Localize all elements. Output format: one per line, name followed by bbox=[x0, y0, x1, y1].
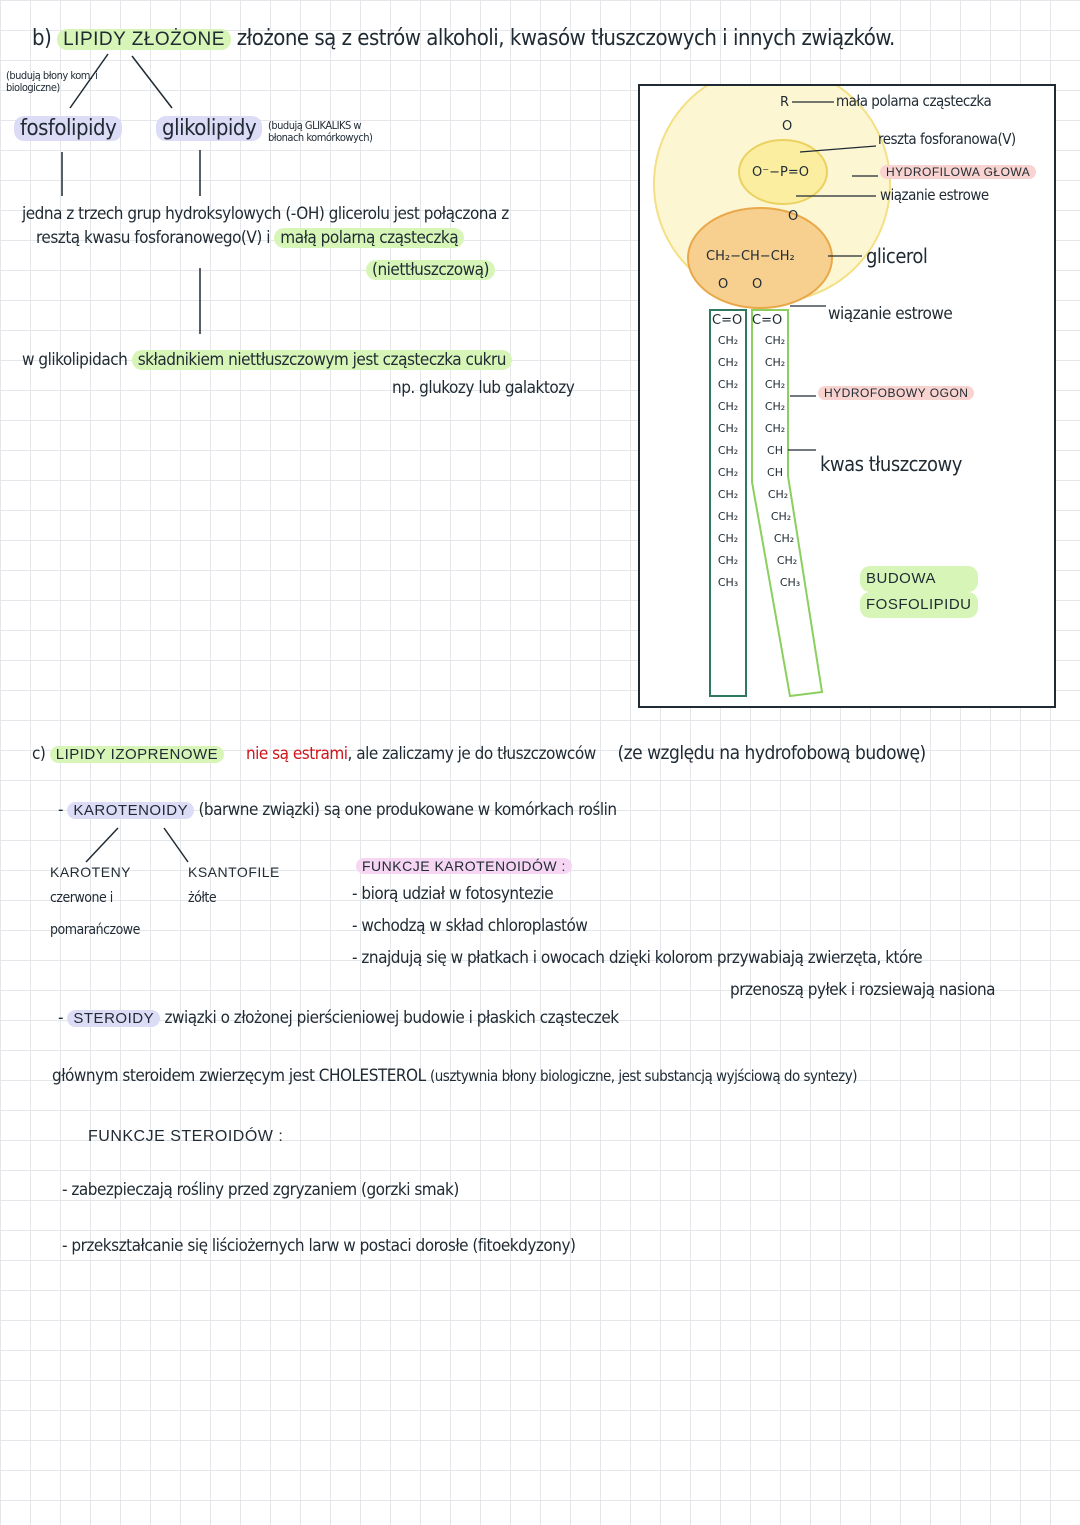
steroidy-funkcja-2: - przekształcanie się liściożernych larw w postaci dorosłe (fitoekdyzony) bbox=[62, 1236, 576, 1256]
section-c-title: LIPIDY IZOPRENOWE bbox=[50, 746, 224, 763]
chain-right-unit: CH₂ bbox=[764, 378, 786, 391]
chain-left-unit: CH₂ bbox=[717, 400, 739, 413]
chain-left-unit: CH₂ bbox=[717, 510, 739, 523]
glikolipidy-line2: np. glukozy lub galaktozy bbox=[392, 378, 575, 398]
formula-c-left: C=O bbox=[712, 313, 743, 328]
chain-left-unit: CH₂ bbox=[717, 466, 739, 479]
chain-right-unit: CH₂ bbox=[773, 532, 795, 545]
chain-left-unit: CH₂ bbox=[717, 422, 739, 435]
steroidy-funkcja-1: - zabezpieczają rośliny przed zgryzaniem (gorzki smak) bbox=[62, 1180, 459, 1200]
steroidy-line bbox=[58, 1008, 619, 1028]
chain-left-unit: CH₂ bbox=[717, 532, 739, 545]
section-b-letter: b) bbox=[32, 26, 52, 51]
karoteny-desc1: czerwone i bbox=[50, 890, 113, 906]
chain-right-unit: CH₂ bbox=[764, 356, 786, 369]
chain-right-unit: CH₂ bbox=[764, 400, 786, 413]
chain-right-unit: CH₂ bbox=[776, 554, 798, 567]
formula-o-right: O bbox=[752, 277, 763, 292]
chain-left-unit: CH₂ bbox=[717, 378, 739, 391]
glicerol-line3: (niettłuszczową) bbox=[366, 260, 495, 280]
chain-left bbox=[710, 330, 746, 594]
karoteny-desc2: pomarańczowe bbox=[50, 922, 140, 938]
fosfolipidy-label: fosfolipidy bbox=[14, 116, 122, 141]
funkcje-item-1: - biorą udział w fotosyntezie bbox=[352, 884, 554, 904]
chain-right-unit: CH bbox=[767, 466, 783, 479]
chain-right-unit: CH₂ bbox=[764, 422, 786, 435]
glicerol-line2a: resztą kwasu fosforanowego(V) bbox=[36, 228, 262, 248]
chain-right bbox=[752, 330, 801, 594]
formula-phosphate: O⁻−P=O bbox=[752, 165, 809, 180]
diagram-title bbox=[860, 566, 978, 618]
not-esters: nie są estrami bbox=[245, 744, 348, 764]
chain-left-unit: CH₂ bbox=[717, 444, 739, 457]
cholesterol-a: głównym steroidem zwierzęcym jest CHOLESTEROL bbox=[52, 1066, 426, 1086]
chain-right-unit: CH₂ bbox=[770, 510, 792, 523]
diagram-title-line1: BUDOWA bbox=[860, 566, 978, 592]
karotenoidy-line bbox=[58, 800, 617, 820]
chain-right-unit: CH bbox=[767, 444, 783, 457]
glicerol-line1: jedna z trzech grup hydroksylowych (-OH) glicerolu jest połączona z bbox=[22, 204, 509, 224]
glicerol-line2b: i bbox=[266, 228, 270, 248]
funkcje-steroidow-title: FUNKCJE STEROIDÓW : bbox=[88, 1128, 284, 1145]
glikolipidy-note: (budują GLIKALIKS w błonach komórkowych) bbox=[268, 119, 373, 144]
glikolipidy-label: glikolipidy bbox=[156, 116, 262, 141]
label-phosphate: reszta fosforanowa(V) bbox=[878, 130, 1016, 148]
chain-right-unit: CH₃ bbox=[779, 576, 801, 589]
karotenoidy-desc: (barwne związki) są one produkowane w komórkach roślin bbox=[198, 800, 617, 820]
label-hydrophobic-tail: HYDROFOBOWY OGON bbox=[818, 386, 974, 400]
formula-o2: O bbox=[788, 209, 799, 224]
chain-left-unit: CH₃ bbox=[717, 576, 739, 589]
chain-left-unit: CH₂ bbox=[717, 334, 739, 347]
funkcje-item-3-cont: przenoszą pyłek i rozsiewają nasiona bbox=[730, 980, 996, 1000]
label-glycerol: glicerol bbox=[866, 244, 928, 268]
glikolipidy-line1a: w glikolipidach bbox=[22, 350, 128, 370]
section-c-description: , ale zaliczamy je do tłuszczowców bbox=[347, 744, 596, 764]
section-b-description: złożone są z estrów alkoholi, kwasów tłuszczowych i innych związków. bbox=[236, 26, 895, 51]
label-ester-bond-2: wiązanie estrowe bbox=[828, 304, 953, 324]
steroidy-desc: związki o złożonej pierścieniowej budowie i płaskich cząsteczek bbox=[164, 1008, 619, 1028]
section-b-title: LIPIDY ZŁOŻONE bbox=[57, 29, 231, 50]
glikolipidy-line1b: składnikiem niettłuszczowym jest cząsteczka cukru bbox=[132, 350, 512, 370]
chain-left-unit: CH₂ bbox=[717, 356, 739, 369]
formula-r: R bbox=[780, 95, 790, 110]
formula-o1: O bbox=[782, 119, 793, 134]
karotenoidy-label: KAROTENOIDY bbox=[67, 802, 194, 819]
chain-left-unit: CH₂ bbox=[717, 554, 739, 567]
chain-left-unit: CH₂ bbox=[717, 488, 739, 501]
ksantofile-desc: żółte bbox=[188, 890, 217, 906]
glikolipidy-line1 bbox=[22, 350, 512, 370]
section-c-letter: c) bbox=[32, 744, 46, 764]
label-small-polar: mała polarna cząsteczka bbox=[836, 92, 992, 110]
karoteny-label: KAROTENY bbox=[50, 864, 132, 880]
funkcje-item-2: - wchodzą w skład chloroplastów bbox=[352, 916, 588, 936]
chain-right-unit: CH₂ bbox=[764, 334, 786, 347]
funkcje-karotenoidow-title: FUNKCJE KAROTENOIDÓW : bbox=[356, 858, 572, 874]
diagram-title-line2: FOSFOLIPIDU bbox=[860, 592, 978, 618]
formula-o-left: O bbox=[718, 277, 729, 292]
label-ester-bond-1: wiązanie estrowe bbox=[880, 186, 989, 204]
karotenoidy-dash: - bbox=[58, 800, 64, 820]
section-c-reason: (ze względu na hydrofobową budowę) bbox=[617, 742, 926, 764]
label-fatty-acid: kwas tłuszczowy bbox=[820, 452, 962, 476]
formula-glycerol: CH₂−CH−CH₂ bbox=[706, 249, 795, 264]
section-b-lines bbox=[0, 0, 640, 360]
glicerol-line2 bbox=[36, 228, 464, 248]
phospholipid-diagram bbox=[638, 84, 1056, 708]
fosfolipidy-note: (budują błony kom. i biologiczne) bbox=[6, 69, 98, 94]
label-hydrophilic-head: HYDROFILOWA GŁOWA bbox=[880, 165, 1036, 179]
chain-right-unit: CH₂ bbox=[767, 488, 789, 501]
steroidy-dash: - bbox=[58, 1008, 64, 1028]
ksantofile-label: KSANTOFILE bbox=[188, 864, 280, 880]
steroidy-label: STEROIDY bbox=[67, 1010, 160, 1027]
cholesterol-line bbox=[52, 1066, 857, 1086]
glicerol-line2c: małą polarną cząsteczką bbox=[274, 228, 464, 248]
funkcje-item-3: - znajdują się w płatkach i owocach dzięki kolorom przywabiają zwierzęta, które bbox=[352, 948, 923, 968]
formula-c-right: C=O bbox=[752, 313, 783, 328]
cholesterol-b: (usztywnia błony biologiczne, jest substancją wyjściową do syntezy) bbox=[429, 1067, 857, 1085]
section-c-heading bbox=[32, 742, 926, 764]
